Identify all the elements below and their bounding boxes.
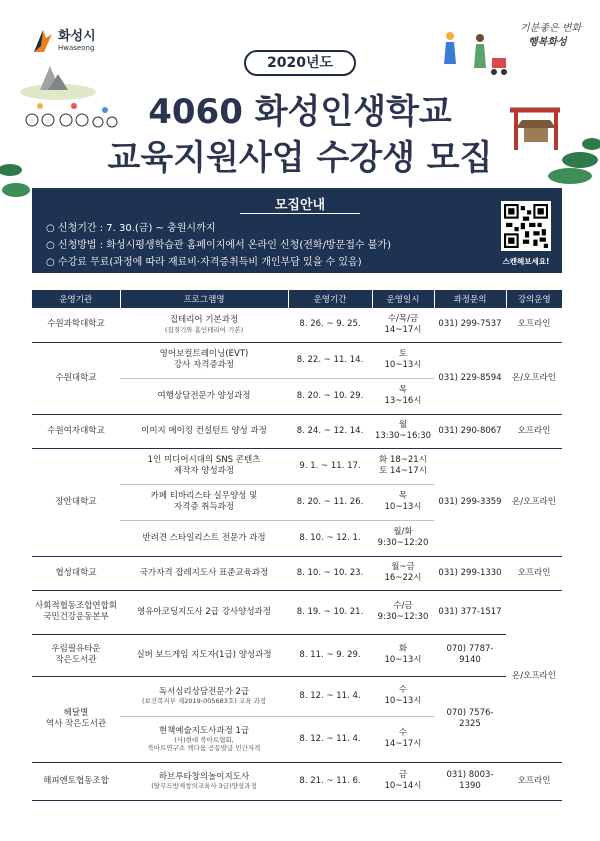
table-row — [32, 590, 562, 634]
time-days: 월/화 — [393, 527, 413, 538]
page-title-line1: 4060 화성인생학교 — [148, 92, 452, 132]
time-hours: 14~17시 — [384, 324, 422, 335]
program-subtitle: (보건복지부 제2019-005683호) 교육 과정 — [141, 697, 267, 706]
cell-program: 영유아코딩지도사 2급 강사양성과정 — [120, 590, 288, 634]
time-hours: 10~13시 — [384, 655, 422, 665]
table-row — [32, 342, 562, 378]
program-subtitle: (사)현대 북아트협회, — [174, 736, 234, 745]
page-title-line2: 교육지원사업 수강생 모집 — [107, 138, 493, 178]
table-row — [32, 308, 562, 342]
cell-period: 8. 10. ~ 10. 23. — [288, 556, 372, 590]
cell-program — [120, 448, 288, 484]
cell-mode: 오프라인 — [506, 556, 562, 590]
cell-mode: 온/오프라인 — [506, 590, 562, 762]
program-subtitle: (집짓기와 홈인테리어 기본) — [164, 326, 244, 334]
cell-contact: 031) 229-8594 — [434, 342, 506, 414]
time-hours: 10~14시 — [384, 781, 422, 791]
org-line1: 사회적협동조합연합회 — [34, 601, 118, 612]
time-hours: 10~13시 — [384, 696, 422, 706]
cell-program — [120, 716, 288, 762]
cell-period: 8. 21. ~ 11. 6. — [288, 762, 372, 800]
time-hours: 13~16시 — [384, 396, 422, 406]
cell-mode: 온/오프라인 — [506, 448, 562, 556]
org-line2: 국민건강운동본부 — [43, 612, 109, 622]
org-line1: 우림필유타운 — [51, 644, 101, 655]
slogan — [520, 22, 582, 49]
cell-time — [372, 634, 434, 676]
time-days: 화 18~21시 — [379, 455, 427, 466]
cell-contact: 031) 290-8067 — [434, 414, 506, 448]
time-days: 수/금 — [393, 601, 413, 612]
cell-contact: 031) 377-1517 — [434, 590, 506, 634]
cell-program — [120, 762, 288, 800]
cell-period: 9. 1. ~ 11. 17. — [288, 448, 372, 484]
logo-name-ko: 화성시 — [58, 29, 96, 44]
time-hours: 16~22시 — [384, 573, 422, 583]
time-days: 수 — [398, 685, 408, 696]
header-period: 운영기간 — [288, 290, 372, 308]
cell-program: 이미지 메이킹 컨설턴트 양성 과정 — [120, 414, 288, 448]
cell-mode: 오프라인 — [506, 414, 562, 448]
table-row — [32, 448, 562, 484]
table-row — [32, 556, 562, 590]
time-days: 목 — [398, 385, 408, 396]
cell-period: 8. 11. ~ 9. 29. — [288, 634, 372, 676]
program-title-line2: 제작자 양성과정 — [173, 466, 235, 476]
table-row — [32, 676, 562, 716]
org-line2: 작은도서관 — [55, 655, 97, 665]
cell-program — [120, 308, 288, 342]
logo-name-en: Hwaseong — [58, 44, 95, 52]
cell-org — [32, 634, 120, 676]
cell-time — [372, 484, 434, 520]
cell-contact: 070) 7576-2325 — [434, 676, 506, 762]
program-title: 독서심리상담전문가 2급 — [158, 686, 250, 697]
time-days: 토 — [398, 349, 408, 360]
info-line-period: ○ 신청기간 : 7. 30.(금) ~ 충원시까지 — [46, 223, 216, 234]
table-row — [32, 762, 562, 800]
cell-program: 실버 보드게임 지도자(1급) 양성과정 — [120, 634, 288, 676]
qr-caption: 스캔해보세요! — [502, 257, 550, 266]
program-table — [32, 290, 562, 801]
cell-time — [372, 590, 434, 634]
cell-contact: 031) 299-1330 — [434, 556, 506, 590]
time-hours: 10~13시 — [384, 502, 422, 512]
cell-program: 여행상담전문가 양성과정 — [120, 378, 288, 414]
cell-org: 해피엔토협동조합 — [32, 762, 120, 800]
time-hours: 14~17시 — [384, 739, 422, 749]
cell-mode: 오프라인 — [506, 762, 562, 800]
table-header-row — [32, 290, 562, 308]
header-contact: 과정문의 — [434, 290, 506, 308]
cell-program — [120, 676, 288, 716]
cell-org — [32, 590, 120, 634]
cell-program — [120, 484, 288, 520]
time-hours: 토 14~17시 — [379, 466, 427, 476]
cell-contact: 031) 8003-1390 — [434, 762, 506, 800]
program-title-line2: 자격증 취득과정 — [173, 502, 235, 512]
cell-time — [372, 556, 434, 590]
cell-org — [32, 676, 120, 762]
time-days: 월~금 — [391, 562, 415, 573]
cell-period: 8. 26. ~ 9. 25. — [288, 308, 372, 342]
org-line1: 헤달별 — [63, 708, 89, 719]
cell-period: 8. 19. ~ 10. 21. — [288, 590, 372, 634]
program-title: 하브루타창의놀이지도사 — [158, 771, 250, 782]
cell-time — [372, 414, 434, 448]
table-row — [32, 634, 562, 676]
program-title-line2: 강사 자격증과정 — [173, 360, 235, 370]
program-title: 1인 미디어시대의 SNS 콘텐츠 — [147, 455, 261, 466]
cell-time — [372, 308, 434, 342]
cell-contact: 070) 7787-9140 — [434, 634, 506, 676]
time-hours: 9:30~12:20 — [377, 538, 429, 548]
time-hours: 13:30~16:30 — [374, 431, 432, 441]
cell-time — [372, 716, 434, 762]
program-title: 카페 티바리스타 실무양성 및 — [150, 491, 258, 502]
cell-time — [372, 762, 434, 800]
cell-contact: 031) 299-3359 — [434, 448, 506, 556]
cell-org: 수원과학대학교 — [32, 308, 120, 342]
cell-time — [372, 378, 434, 414]
time-days: 화 — [398, 644, 408, 655]
time-hours: 10~13시 — [384, 360, 422, 370]
program-subtitle: (탈무드방제창의교육사 3급)양성과정 — [151, 782, 257, 791]
family-walking-illustration — [432, 28, 514, 80]
cell-period: 8. 22. ~ 11. 14. — [288, 342, 372, 378]
program-subtitle-line2: 북아트연구소 책다움 공동발급 민간자격 — [147, 744, 261, 753]
time-days: 수 — [398, 728, 408, 739]
cell-org: 수원대학교 — [32, 342, 120, 414]
table-row — [32, 414, 562, 448]
info-line-method: ○ 신청방법 : 화성시평생학습관 홈페이지에서 온라인 신청(전화/방문접수 불가) — [46, 240, 391, 251]
cell-period: 8. 20. ~ 10. 29. — [288, 378, 372, 414]
cell-time — [372, 676, 434, 716]
program-title: 집테리어 기본과정 — [169, 315, 239, 326]
recruitment-info-heading: 모집안내 — [240, 194, 360, 214]
cell-org: 장안대학교 — [32, 448, 120, 556]
cell-period: 8. 12. ~ 11. 4. — [288, 676, 372, 716]
cell-period: 8. 10. ~ 12. 1. — [288, 520, 372, 556]
cell-period: 8. 20. ~ 11. 26. — [288, 484, 372, 520]
program-title: 영어보컬트레이닝(EVT) — [159, 349, 249, 360]
header-time: 운영일시 — [372, 290, 434, 308]
header-org: 운영기관 — [32, 290, 120, 308]
cell-program: 국가자격 잡레지도사 표준교육과정 — [120, 556, 288, 590]
cell-program — [120, 342, 288, 378]
time-hours: 9:30~12:30 — [377, 612, 429, 622]
info-line-fee: ○ 수강료 무료(과정에 따라 재료비·자격증취득비 개인부담 있을 수 있음) — [46, 257, 362, 268]
cell-time — [372, 342, 434, 378]
slogan-line2: 행복화성 — [528, 36, 567, 48]
year-badge: 2020년도 — [244, 50, 356, 76]
time-days: 금 — [398, 770, 408, 781]
cell-period: 8. 12. ~ 11. 4. — [288, 716, 372, 762]
cell-time — [372, 448, 434, 484]
time-days: 월 — [398, 420, 408, 431]
cell-program: 반려견 스타일리스트 전문가 과정 — [120, 520, 288, 556]
qr-code-icon[interactable] — [501, 201, 551, 251]
cell-org: 수원여자대학교 — [32, 414, 120, 448]
org-line2: 역사 작은도서관 — [45, 719, 107, 729]
cell-org: 협성대학교 — [32, 556, 120, 590]
hwaseong-logo — [32, 28, 96, 54]
cell-contact: 031) 299-7537 — [434, 308, 506, 342]
hwaseong-logo-mark-icon — [32, 28, 54, 54]
slogan-line1: 기분좋은 변화 — [520, 23, 582, 34]
cell-mode: 온/오프라인 — [506, 342, 562, 414]
header-program: 프로그램명 — [120, 290, 288, 308]
header-mode: 강의운영 — [506, 290, 562, 308]
cell-time — [372, 520, 434, 556]
time-days: 목 — [398, 491, 408, 502]
program-title: 현책예술지도사과정 1급 — [158, 725, 250, 736]
cell-mode: 오프라인 — [506, 308, 562, 342]
cell-period: 8. 24. ~ 12. 14. — [288, 414, 372, 448]
time-days: 수/목/금 — [387, 314, 419, 325]
